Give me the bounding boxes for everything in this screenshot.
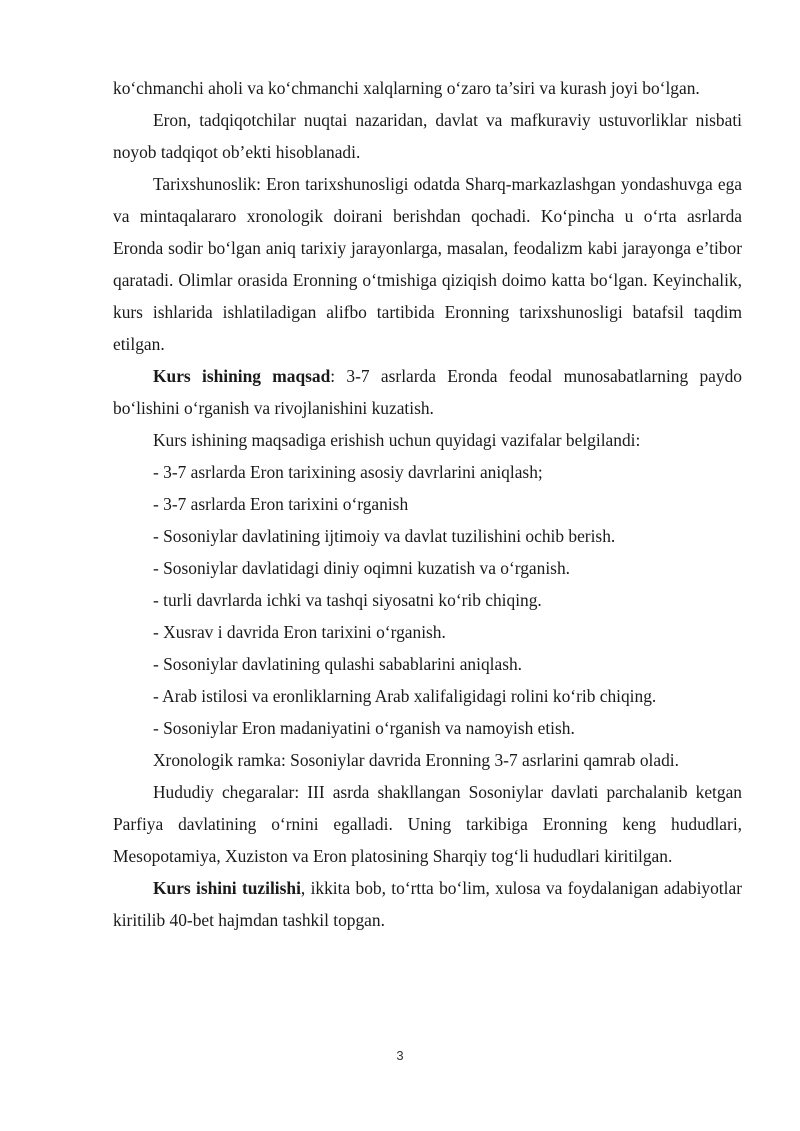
paragraph-historiography: Tarixshunoslik: Eron tarixshunosligi odatda Sharq-markazlashgan yondashuvga ega va mintaqalararo xronologik doirani berishdan qochadi. Ko‘pincha u o‘rta asrlarda Eronda sodir bo‘lgan aniq tarixiy jarayonlarga, masalan, feodalizm kabi jarayonga e’tibor qaratadi. Olimlar orasida Eronning o‘tmishiga qiziqish doimo katta bo‘lgan. Keyinchalik, kurs ishlarida ishlatiladigan alifbo tartibida Eronning tarixshunosligi batafsil taqdim etilgan. — [113, 174, 742, 354]
list-item: - 3-7 asrlarda Eron tarixining asosiy davrlarini aniqlash; — [153, 462, 543, 482]
list-item: - Xusrav i davrida Eron tarixini o‘rganish. — [153, 622, 446, 642]
list-item: - Sosoniylar davlatining qulashi sabablarini aniqlash. — [153, 654, 522, 674]
paragraph-tasks-intro: Kurs ishining maqsadiga erishish uchun quyidagi vazifalar belgilandi: — [153, 430, 641, 450]
course-structure-heading: Kurs ishini tuzilishi — [153, 878, 301, 898]
course-goal-heading: Kurs ishining maqsad — [153, 366, 331, 386]
paragraph-course-goal — [113, 360, 742, 424]
list-item: - 3-7 asrlarda Eron tarixini o‘rganish — [153, 494, 409, 514]
course-structure-text: , ikkita bob, to‘rtta bo‘lim, xulosa va foydalanigan adabiyotlar kiritilib 40-bet hajmdan tashkil topgan. — [113, 878, 742, 930]
paragraph-continuation: ko‘chmanchi aholi va ko‘chmanchi xalqlarning o‘zaro ta’siri va kurash joyi bo‘lgan. — [113, 78, 700, 98]
paragraph-iran-research-object: Eron, tadqiqotchilar nuqtai nazaridan, davlat va mafkuraviy ustuvorliklar nisbati noyob tadqiqot ob’ekti hisoblanadi. — [113, 110, 742, 162]
paragraph-chronological-frame: Xronologik ramka: Sosoniylar davrida Eronning 3-7 asrlarini qamrab oladi. — [153, 750, 679, 770]
list-item: - Sosoniylar Eron madaniyatini o‘rganish va namoyish etish. — [153, 718, 575, 738]
paragraph-territorial-bounds: Hududiy chegaralar: III asrda shakllangan Sosoniylar davlati parchalanib ketgan Parfiya davlatining o‘rnini egalladi. Uning tarkibiga Eronning keng hududlari, Mesopotamiya, Xuziston va Eron platosining Sharqiy tog‘li hududlari kiritilgan. — [113, 782, 742, 866]
document-page — [113, 72, 742, 936]
course-goal-text: : 3-7 asrlarda Eronda feodal munosabatlarning paydo bo‘lishini o‘rganish va rivojlanishini kuzatish. — [113, 366, 742, 418]
tasks-list — [113, 456, 742, 744]
list-item: - turli davrlarda ichki va tashqi siyosatni ko‘rib chiqing. — [153, 590, 542, 610]
list-item: - Arab istilosi va eronliklarning Arab xalifaligidagi rolini ko‘rib chiqing. — [153, 686, 657, 706]
list-item: - Sosoniylar davlatining ijtimoiy va davlat tuzilishini ochib berish. — [153, 526, 616, 546]
list-item: - Sosoniylar davlatidagi diniy oqimni kuzatish va o‘rganish. — [153, 558, 570, 578]
paragraph-course-structure — [113, 872, 742, 936]
page-number: 3 — [396, 1048, 404, 1063]
